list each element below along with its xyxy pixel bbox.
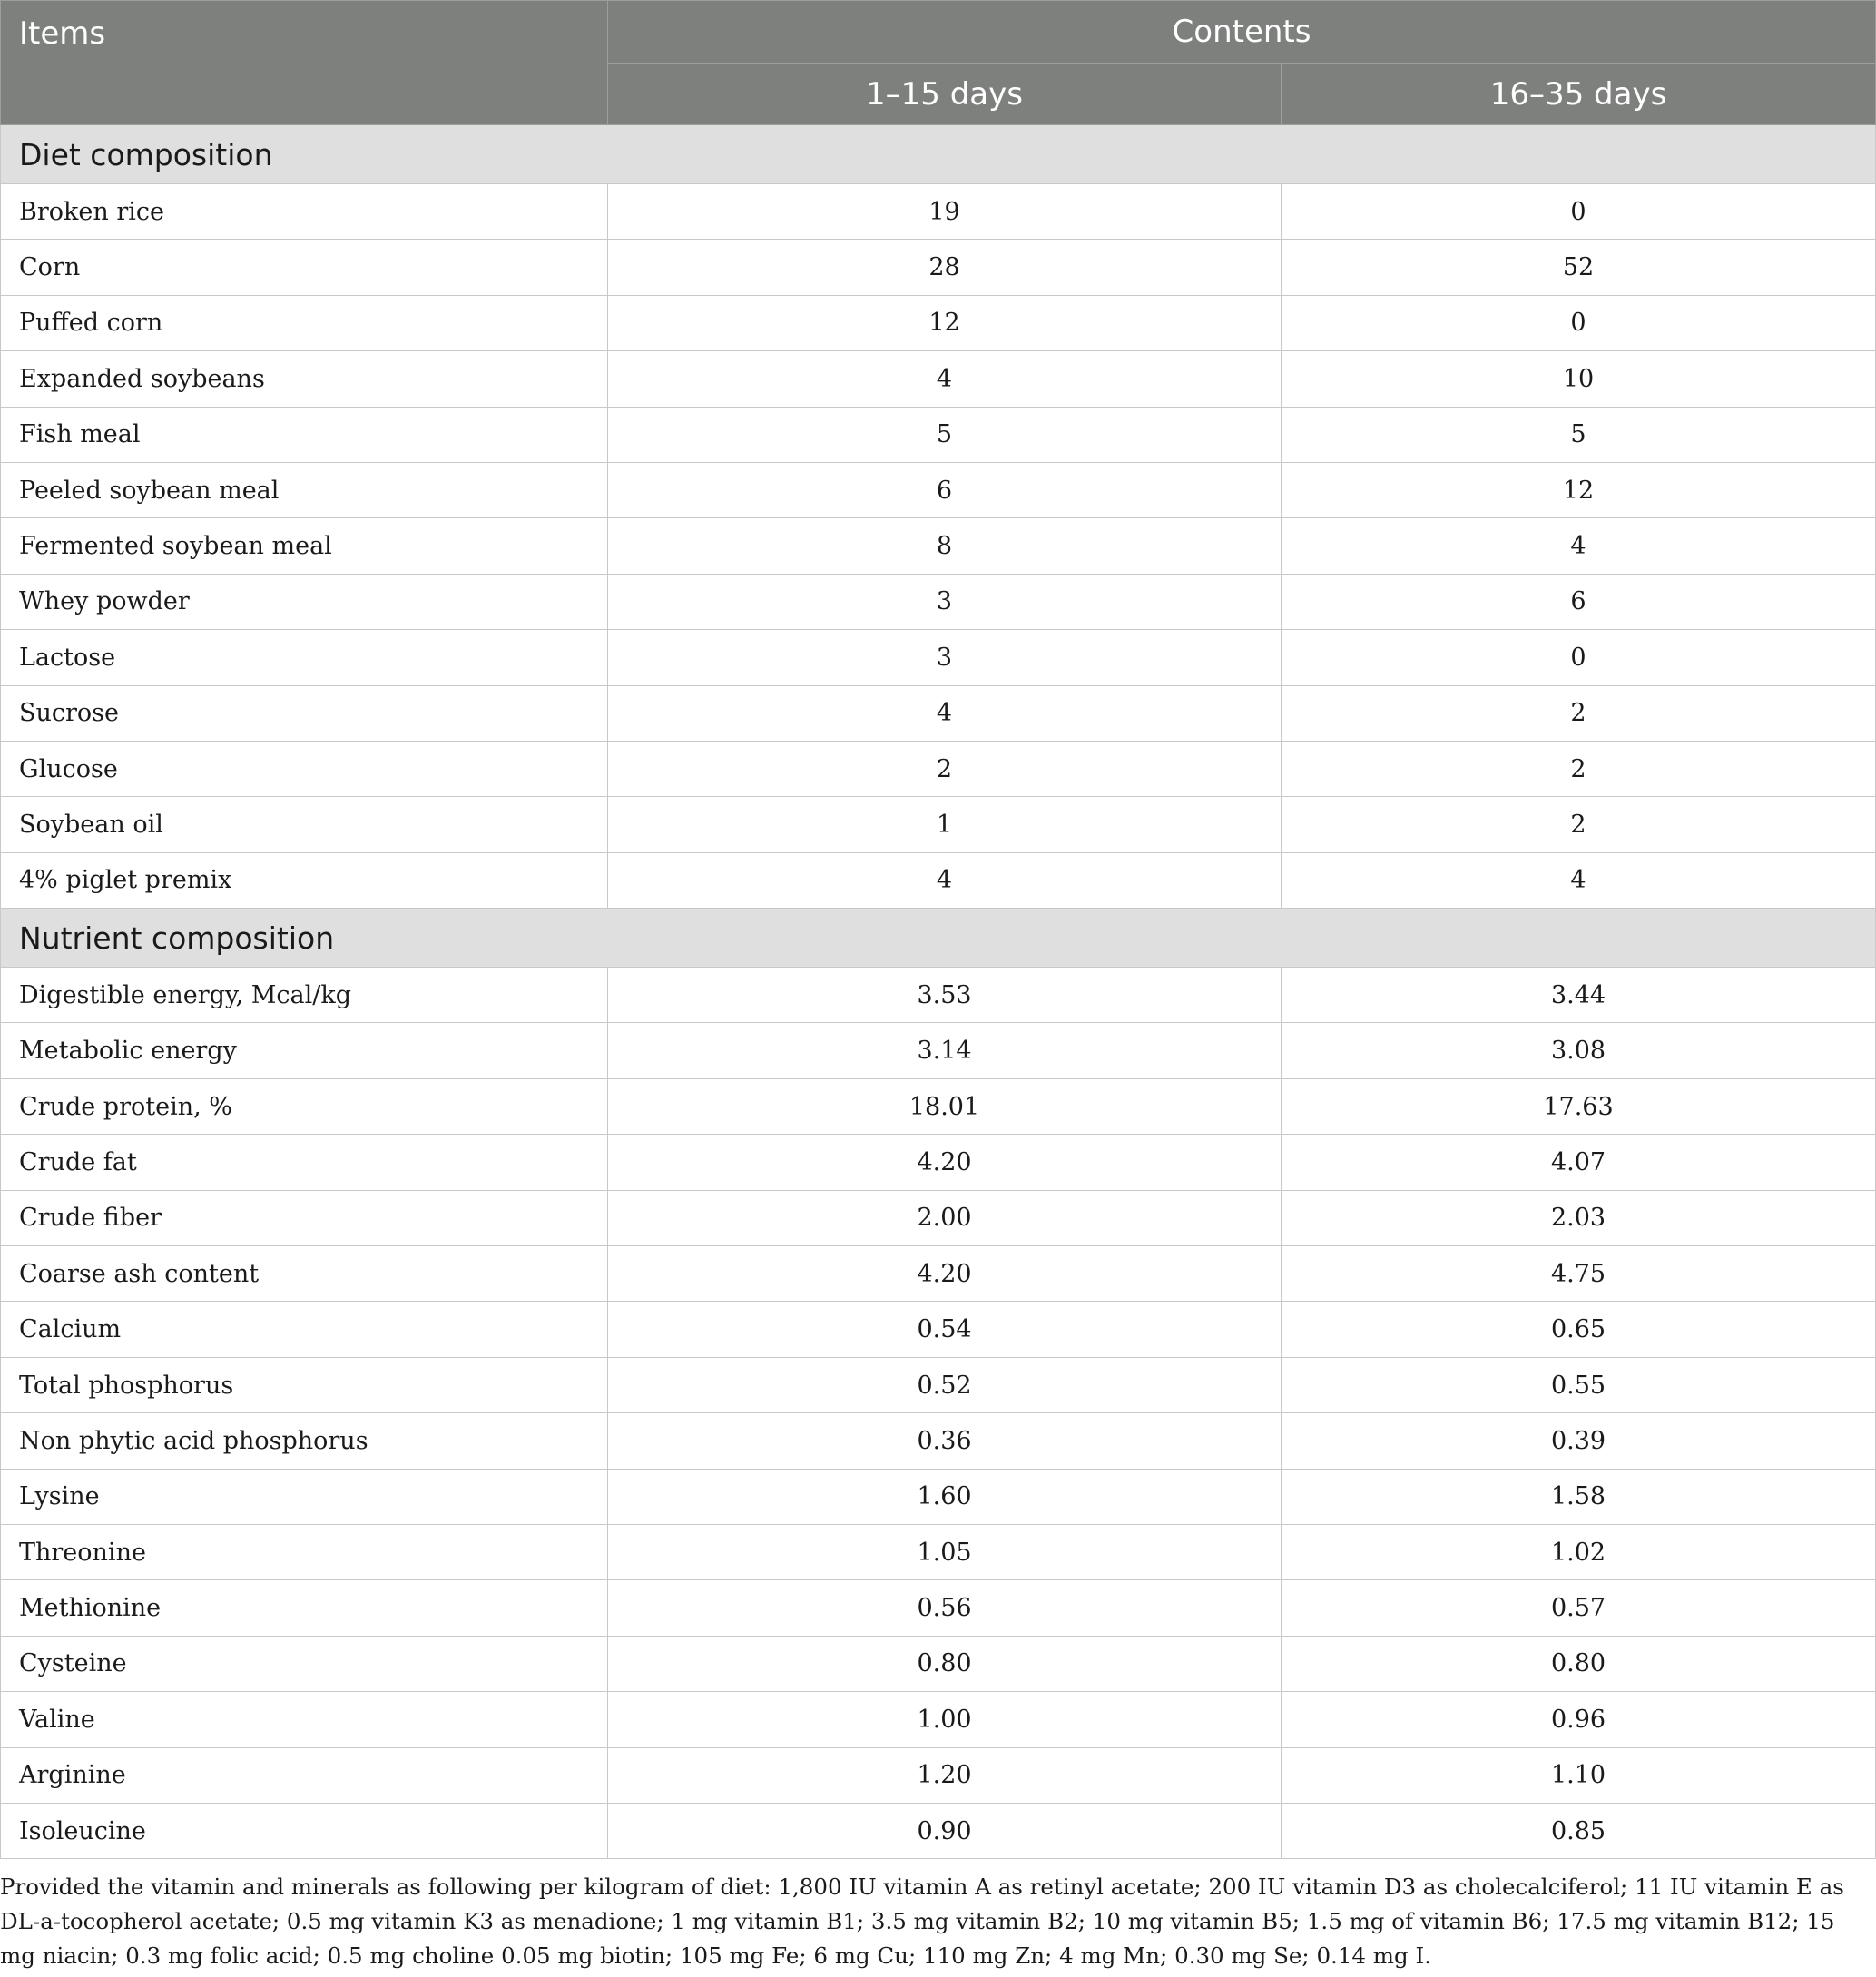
item-name-cell: Peeled soybean meal	[1, 462, 608, 517]
item-name-cell: Corn	[1, 240, 608, 295]
period-1-value: 4	[608, 685, 1282, 741]
table-row	[1, 462, 1876, 517]
period-1-value: 1.05	[608, 1524, 1282, 1579]
period-1-value: 3	[608, 630, 1282, 685]
period-2-value: 0.96	[1282, 1692, 1876, 1747]
item-name-cell: Lactose	[1, 630, 608, 685]
period-1-value: 12	[608, 295, 1282, 350]
item-name-cell: Broken rice	[1, 184, 608, 240]
item-name-cell: Cysteine	[1, 1636, 608, 1691]
period-2-value: 3.08	[1282, 1023, 1876, 1078]
item-name-cell: Sucrose	[1, 685, 608, 741]
period-2-value: 10	[1282, 351, 1876, 407]
period-1-header: 1–15 days	[608, 64, 1282, 125]
period-1-value: 0.52	[608, 1357, 1282, 1412]
period-1-value: 4	[608, 351, 1282, 407]
period-2-header: 16–35 days	[1282, 64, 1876, 125]
period-2-value: 0	[1282, 630, 1876, 685]
period-1-value: 2	[608, 741, 1282, 796]
header-row-1	[1, 1, 1876, 64]
table-row	[1, 574, 1876, 629]
item-name-cell: Coarse ash content	[1, 1246, 608, 1302]
item-name-cell: Crude fat	[1, 1135, 608, 1190]
table-row	[1, 1302, 1876, 1357]
period-2-value: 12	[1282, 462, 1876, 517]
period-2-value: 4.07	[1282, 1135, 1876, 1190]
period-2-value: 0	[1282, 295, 1876, 350]
period-2-value: 0.85	[1282, 1803, 1876, 1858]
table-row	[1, 184, 1876, 240]
section-header-row	[1, 909, 1876, 968]
item-name-cell: Crude protein, %	[1, 1078, 608, 1134]
table-body	[1, 125, 1876, 1859]
item-name-cell: Digestible energy, Mcal/kg	[1, 968, 608, 1023]
period-2-value: 1.58	[1282, 1469, 1876, 1524]
table-footnote: Provided the vitamin and minerals as following per kilogram of diet: 1,800 IU vitamin A as retinyl acetate; 200 IU vitamin D3 as cholecalciferol; 11 IU vitamin E as DL-a-tocopherol acetate; 0.5 mg vitamin K3 as menadione; 1 mg vitamin B1; 3.5 mg vitamin B2; 10 mg vitamin B5; 1.5 mg of vitamin B6; 17.5 mg vitamin B12; 15 mg niacin; 0.3 mg folic acid; 0.5 mg choline 0.05 mg biotin; 105 mg Fe; 6 mg Cu; 110 mg Zn; 4 mg Mn; 0.30 mg Se; 0.14 mg I.	[0, 1874, 1844, 1969]
item-name-cell: Valine	[1, 1692, 608, 1747]
table-row	[1, 797, 1876, 852]
period-1-value: 3	[608, 574, 1282, 629]
table-row	[1, 968, 1876, 1023]
table-row	[1, 240, 1876, 295]
period-1-value: 3.53	[608, 968, 1282, 1023]
item-name-cell: Isoleucine	[1, 1803, 608, 1858]
period-2-value: 5	[1282, 407, 1876, 462]
table-row	[1, 295, 1876, 350]
period-1-value: 3.14	[608, 1023, 1282, 1078]
table-row	[1, 1580, 1876, 1636]
item-name-cell: Calcium	[1, 1302, 608, 1357]
period-2-value: 6	[1282, 574, 1876, 629]
period-2-value: 0.80	[1282, 1636, 1876, 1691]
period-2-value: 2	[1282, 797, 1876, 852]
period-2-value: 3.44	[1282, 968, 1876, 1023]
item-name-cell: Metabolic energy	[1, 1023, 608, 1078]
period-2-value: 0.55	[1282, 1357, 1876, 1412]
section-header-row	[1, 125, 1876, 184]
period-2-value: 0.39	[1282, 1413, 1876, 1469]
item-name-cell: Expanded soybeans	[1, 351, 608, 407]
period-2-value: 2	[1282, 685, 1876, 741]
period-2-value: 4	[1282, 518, 1876, 574]
period-1-value: 4.20	[608, 1246, 1282, 1302]
period-2-value: 52	[1282, 240, 1876, 295]
items-header: Items	[1, 1, 608, 125]
period-1-value: 6	[608, 462, 1282, 517]
item-name-cell: Total phosphorus	[1, 1357, 608, 1412]
item-name-cell: Arginine	[1, 1747, 608, 1803]
section-title: Nutrient composition	[1, 909, 1876, 968]
section-title: Diet composition	[1, 125, 1876, 184]
period-2-value: 1.10	[1282, 1747, 1876, 1803]
item-name-cell: Whey powder	[1, 574, 608, 629]
period-2-value: 0	[1282, 184, 1876, 240]
item-name-cell: Fish meal	[1, 407, 608, 462]
table-row	[1, 1246, 1876, 1302]
table-row	[1, 1803, 1876, 1858]
item-name-cell: Puffed corn	[1, 295, 608, 350]
period-2-value: 4	[1282, 852, 1876, 908]
period-1-value: 18.01	[608, 1078, 1282, 1134]
period-1-value: 2.00	[608, 1190, 1282, 1245]
table-row	[1, 1357, 1876, 1412]
period-1-value: 1.60	[608, 1469, 1282, 1524]
table-row	[1, 518, 1876, 574]
item-name-cell: Soybean oil	[1, 797, 608, 852]
table-row	[1, 852, 1876, 908]
item-name-cell: Threonine	[1, 1524, 608, 1579]
item-name-cell: Lysine	[1, 1469, 608, 1524]
period-1-value: 1	[608, 797, 1282, 852]
period-1-value: 0.90	[608, 1803, 1282, 1858]
item-name-cell: Glucose	[1, 741, 608, 796]
period-1-value: 4	[608, 852, 1282, 908]
period-1-value: 19	[608, 184, 1282, 240]
period-2-value: 1.02	[1282, 1524, 1876, 1579]
item-name-cell: Crude fiber	[1, 1190, 608, 1245]
period-1-value: 1.00	[608, 1692, 1282, 1747]
table-row	[1, 1692, 1876, 1747]
table-row	[1, 630, 1876, 685]
table-row	[1, 1747, 1876, 1803]
period-2-value: 17.63	[1282, 1078, 1876, 1134]
period-1-value: 0.54	[608, 1302, 1282, 1357]
period-1-value: 0.80	[608, 1636, 1282, 1691]
item-name-cell: Fermented soybean meal	[1, 518, 608, 574]
table-row	[1, 407, 1876, 462]
period-1-value: 1.20	[608, 1747, 1282, 1803]
item-name-cell: Non phytic acid phosphorus	[1, 1413, 608, 1469]
table-row	[1, 1413, 1876, 1469]
table-row	[1, 1636, 1876, 1691]
period-1-value: 5	[608, 407, 1282, 462]
period-2-value: 4.75	[1282, 1246, 1876, 1302]
table-row	[1, 685, 1876, 741]
table-row	[1, 1023, 1876, 1078]
period-2-value: 0.65	[1282, 1302, 1876, 1357]
period-2-value: 2.03	[1282, 1190, 1876, 1245]
table-row	[1, 1524, 1876, 1579]
period-1-value: 8	[608, 518, 1282, 574]
table-row	[1, 1135, 1876, 1190]
item-name-cell: 4% piglet premix	[1, 852, 608, 908]
table-row	[1, 1078, 1876, 1134]
period-1-value: 0.56	[608, 1580, 1282, 1636]
table-row	[1, 1190, 1876, 1245]
period-2-value: 0.57	[1282, 1580, 1876, 1636]
period-2-value: 2	[1282, 741, 1876, 796]
contents-header: Contents	[608, 1, 1876, 64]
period-1-value: 0.36	[608, 1413, 1282, 1469]
period-1-value: 28	[608, 240, 1282, 295]
table-row	[1, 351, 1876, 407]
period-1-value: 4.20	[608, 1135, 1282, 1190]
table-row	[1, 741, 1876, 796]
table-row	[1, 1469, 1876, 1524]
item-name-cell: Methionine	[1, 1580, 608, 1636]
